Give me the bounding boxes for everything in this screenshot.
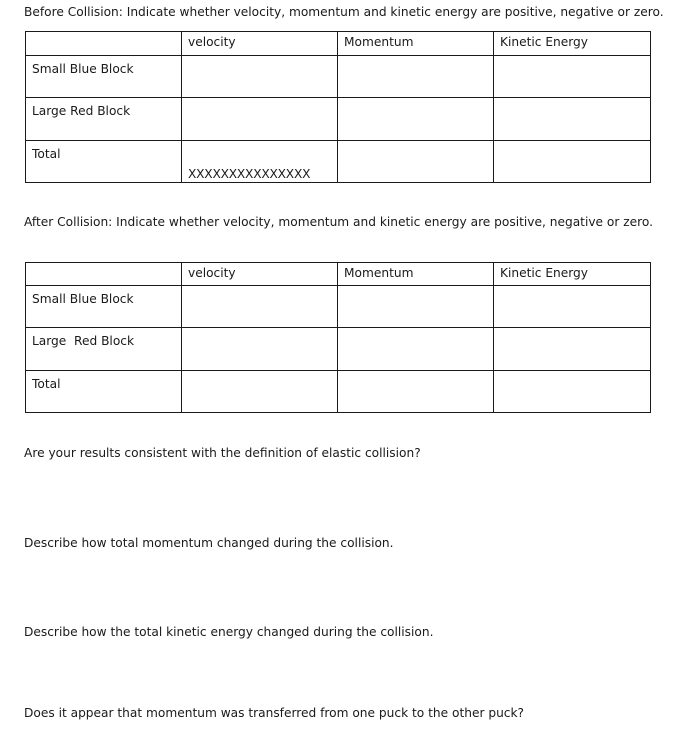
answer-cell[interactable] xyxy=(182,286,338,328)
column-header-kinetic-energy: Kinetic Energy xyxy=(494,32,651,56)
answer-cell[interactable] xyxy=(494,286,651,328)
crossed-out-cell: XXXXXXXXXXXXXXX xyxy=(182,141,338,183)
answer-cell[interactable] xyxy=(494,56,651,98)
table-row xyxy=(26,56,651,98)
answer-cell[interactable] xyxy=(494,141,651,183)
row-header-large-red-block: Large Red Block xyxy=(26,98,182,141)
question-momentum-change: Describe how total momentum changed during the collision. xyxy=(24,536,394,550)
table-header-row xyxy=(26,32,651,56)
question-kinetic-energy-change: Describe how the total kinetic energy changed during the collision. xyxy=(24,625,434,639)
column-header-velocity: velocity xyxy=(182,32,338,56)
table-row xyxy=(26,371,651,413)
table-header-row xyxy=(26,263,651,286)
question-momentum-transfer: Does it appear that momentum was transferred from one puck to the other puck? xyxy=(24,706,525,720)
answer-cell[interactable] xyxy=(494,328,651,371)
table-row xyxy=(26,141,651,183)
answer-cell[interactable] xyxy=(182,371,338,413)
answer-cell[interactable] xyxy=(338,371,494,413)
after-collision-table xyxy=(25,262,651,413)
answer-cell[interactable] xyxy=(182,98,338,141)
column-header-momentum: Momentum xyxy=(338,32,494,56)
table-row xyxy=(26,286,651,328)
row-header-small-blue-block: Small Blue Block xyxy=(26,286,182,328)
before-collision-heading: Before Collision: Indicate whether velocity, momentum and kinetic energy are positive, negative or zero. xyxy=(24,5,664,19)
row-header-total: Total xyxy=(26,371,182,413)
answer-cell[interactable] xyxy=(338,98,494,141)
column-header-momentum: Momentum xyxy=(338,263,494,286)
table-row xyxy=(26,98,651,141)
row-header-large-red-block: Large Red Block xyxy=(26,328,182,371)
answer-cell[interactable] xyxy=(182,328,338,371)
answer-cell[interactable] xyxy=(338,286,494,328)
column-header-kinetic-energy: Kinetic Energy xyxy=(494,263,651,286)
answer-cell[interactable] xyxy=(494,98,651,141)
table-row xyxy=(26,328,651,371)
column-header-velocity: velocity xyxy=(182,263,338,286)
answer-cell[interactable] xyxy=(494,371,651,413)
corner-cell xyxy=(26,263,182,286)
answer-cell[interactable] xyxy=(182,56,338,98)
row-header-small-blue-block: Small Blue Block xyxy=(26,56,182,98)
answer-cell[interactable] xyxy=(338,56,494,98)
answer-cell[interactable] xyxy=(338,141,494,183)
question-elastic-collision: Are your results consistent with the definition of elastic collision? xyxy=(24,446,421,460)
row-header-total: Total xyxy=(26,141,182,183)
corner-cell xyxy=(26,32,182,56)
after-collision-heading: After Collision: Indicate whether velocity, momentum and kinetic energy are positive, negative or zero. xyxy=(24,215,654,229)
answer-cell[interactable] xyxy=(338,328,494,371)
before-collision-table xyxy=(25,31,651,183)
